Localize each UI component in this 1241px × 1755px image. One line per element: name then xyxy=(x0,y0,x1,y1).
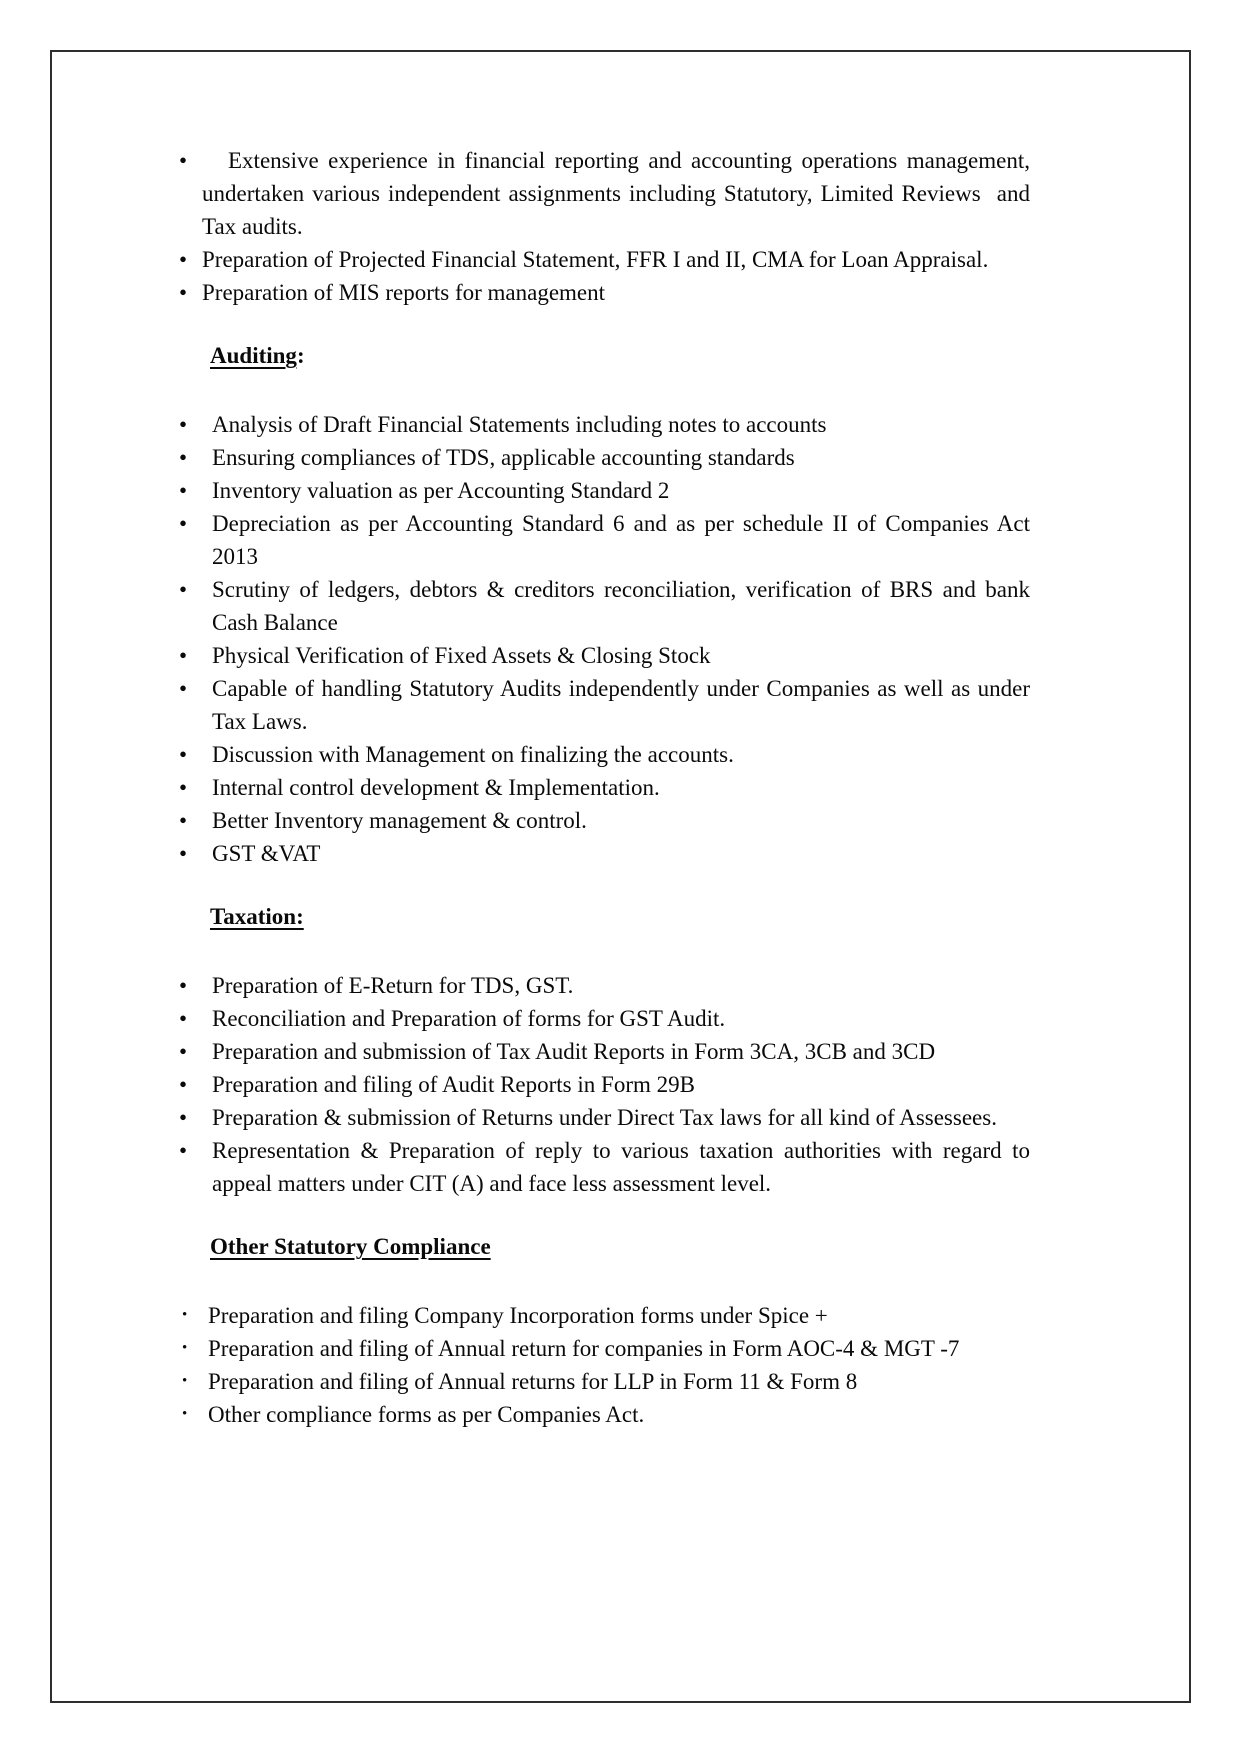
list-item xyxy=(179,408,1030,441)
list-item xyxy=(179,474,1030,507)
bullet-icon xyxy=(179,804,199,837)
list-item xyxy=(179,1299,1030,1332)
bullet-icon xyxy=(179,1134,199,1167)
list-item xyxy=(179,1002,1030,1035)
other-compliance-bullet-list xyxy=(179,1299,1030,1431)
bullet-icon xyxy=(179,639,199,672)
list-item xyxy=(179,441,1030,474)
list-item-text: Preparation and filing of Annual returns for LLP in Form 11 & Form 8 xyxy=(208,1369,858,1394)
bullet-icon xyxy=(179,837,199,870)
section-heading-taxation: Taxation: xyxy=(210,904,304,929)
list-item xyxy=(179,1035,1030,1068)
list-item-text: Capable of handling Statutory Audits independently under Companies as well as under Tax Laws. xyxy=(212,676,1030,734)
bullet-icon xyxy=(179,276,199,309)
bullet-icon xyxy=(179,144,199,177)
taxation-bullet-list xyxy=(179,969,1030,1200)
bullet-icon xyxy=(182,1365,202,1398)
list-item xyxy=(179,1134,1030,1200)
bullet-icon xyxy=(179,969,199,1002)
list-item xyxy=(179,243,1030,276)
list-item xyxy=(179,1398,1030,1431)
bullet-icon xyxy=(182,1398,202,1431)
list-item xyxy=(179,837,1030,870)
bullet-icon xyxy=(179,672,199,705)
auditing-bullet-list xyxy=(179,408,1030,870)
list-item xyxy=(179,507,1030,573)
list-item xyxy=(179,1068,1030,1101)
list-item-text: Scrutiny of ledgers, debtors & creditors reconciliation, verification of BRS and bank Cash Balance xyxy=(212,577,1030,635)
list-item xyxy=(179,738,1030,771)
list-item xyxy=(179,639,1030,672)
bullet-icon xyxy=(179,1002,199,1035)
list-item-text: Preparation & submission of Returns under Direct Tax laws for all kind of Assessees. xyxy=(212,1105,997,1130)
list-item-text: Discussion with Management on finalizing the accounts. xyxy=(212,742,734,767)
bullet-icon xyxy=(182,1332,202,1365)
list-item-text: Preparation and filing of Audit Reports in Form 29B xyxy=(212,1072,695,1097)
list-item-text: Ensuring compliances of TDS, applicable accounting standards xyxy=(212,445,795,470)
list-item-text: Analysis of Draft Financial Statements including notes to accounts xyxy=(212,412,827,437)
list-item xyxy=(179,1101,1030,1134)
intro-bullet-list xyxy=(179,144,1030,309)
list-item xyxy=(179,771,1030,804)
list-item-text: Extensive experience in financial reporting and accounting operations management, undertaken various independent assignments including Statutory, Limited Reviews and Tax audits. xyxy=(202,148,1030,239)
list-item-text: Reconciliation and Preparation of forms for GST Audit. xyxy=(212,1006,726,1031)
list-item-text: Depreciation as per Accounting Standard 6 and as per schedule II of Companies Act 2013 xyxy=(212,511,1030,569)
list-item-text: Preparation and filing Company Incorporation forms under Spice + xyxy=(208,1303,828,1328)
list-item-text: Representation & Preparation of reply to various taxation authorities with regard to appeal matters under CIT (A) and face less assessment level. xyxy=(212,1138,1030,1196)
bullet-icon xyxy=(179,441,199,474)
list-item-text: Physical Verification of Fixed Assets & Closing Stock xyxy=(212,643,711,668)
list-item-text: Preparation of E-Return for TDS, GST. xyxy=(212,973,574,998)
bullet-icon xyxy=(182,1299,202,1332)
section-heading-other-statutory-compliance: Other Statutory Compliance xyxy=(210,1234,491,1259)
list-item-text: Better Inventory management & control. xyxy=(212,808,587,833)
list-item-text: Preparation of Projected Financial Statement, FFR I and II, CMA for Loan Appraisal. xyxy=(202,247,989,272)
bullet-icon xyxy=(179,1035,199,1068)
list-item-text: Internal control development & Implementation. xyxy=(212,775,660,800)
list-item-text: Inventory valuation as per Accounting Standard 2 xyxy=(212,478,670,503)
list-item xyxy=(179,144,1030,243)
section-heading-auditing: Auditing: xyxy=(210,343,305,368)
list-item-text: GST &VAT xyxy=(212,841,321,866)
list-item xyxy=(179,1332,1030,1365)
bullet-icon xyxy=(179,243,199,276)
list-item xyxy=(179,276,1030,309)
bullet-icon xyxy=(179,474,199,507)
list-item xyxy=(179,1365,1030,1398)
list-item-text: Other compliance forms as per Companies Act. xyxy=(208,1402,645,1427)
bullet-icon xyxy=(179,738,199,771)
list-item xyxy=(179,573,1030,639)
list-item-text: Preparation and filing of Annual return for companies in Form AOC-4 & MGT -7 xyxy=(208,1336,960,1361)
list-item-text: Preparation of MIS reports for management xyxy=(202,280,606,305)
list-item-text: Preparation and submission of Tax Audit Reports in Form 3CA, 3CB and 3CD xyxy=(212,1039,936,1064)
list-item xyxy=(179,804,1030,837)
bullet-icon xyxy=(179,771,199,804)
bullet-icon xyxy=(179,1068,199,1101)
list-item xyxy=(179,672,1030,738)
page-content xyxy=(52,52,1189,1431)
bullet-icon xyxy=(179,573,199,606)
bullet-icon xyxy=(179,408,199,441)
bullet-icon xyxy=(179,507,199,540)
bullet-icon xyxy=(179,1101,199,1134)
list-item xyxy=(179,969,1030,1002)
